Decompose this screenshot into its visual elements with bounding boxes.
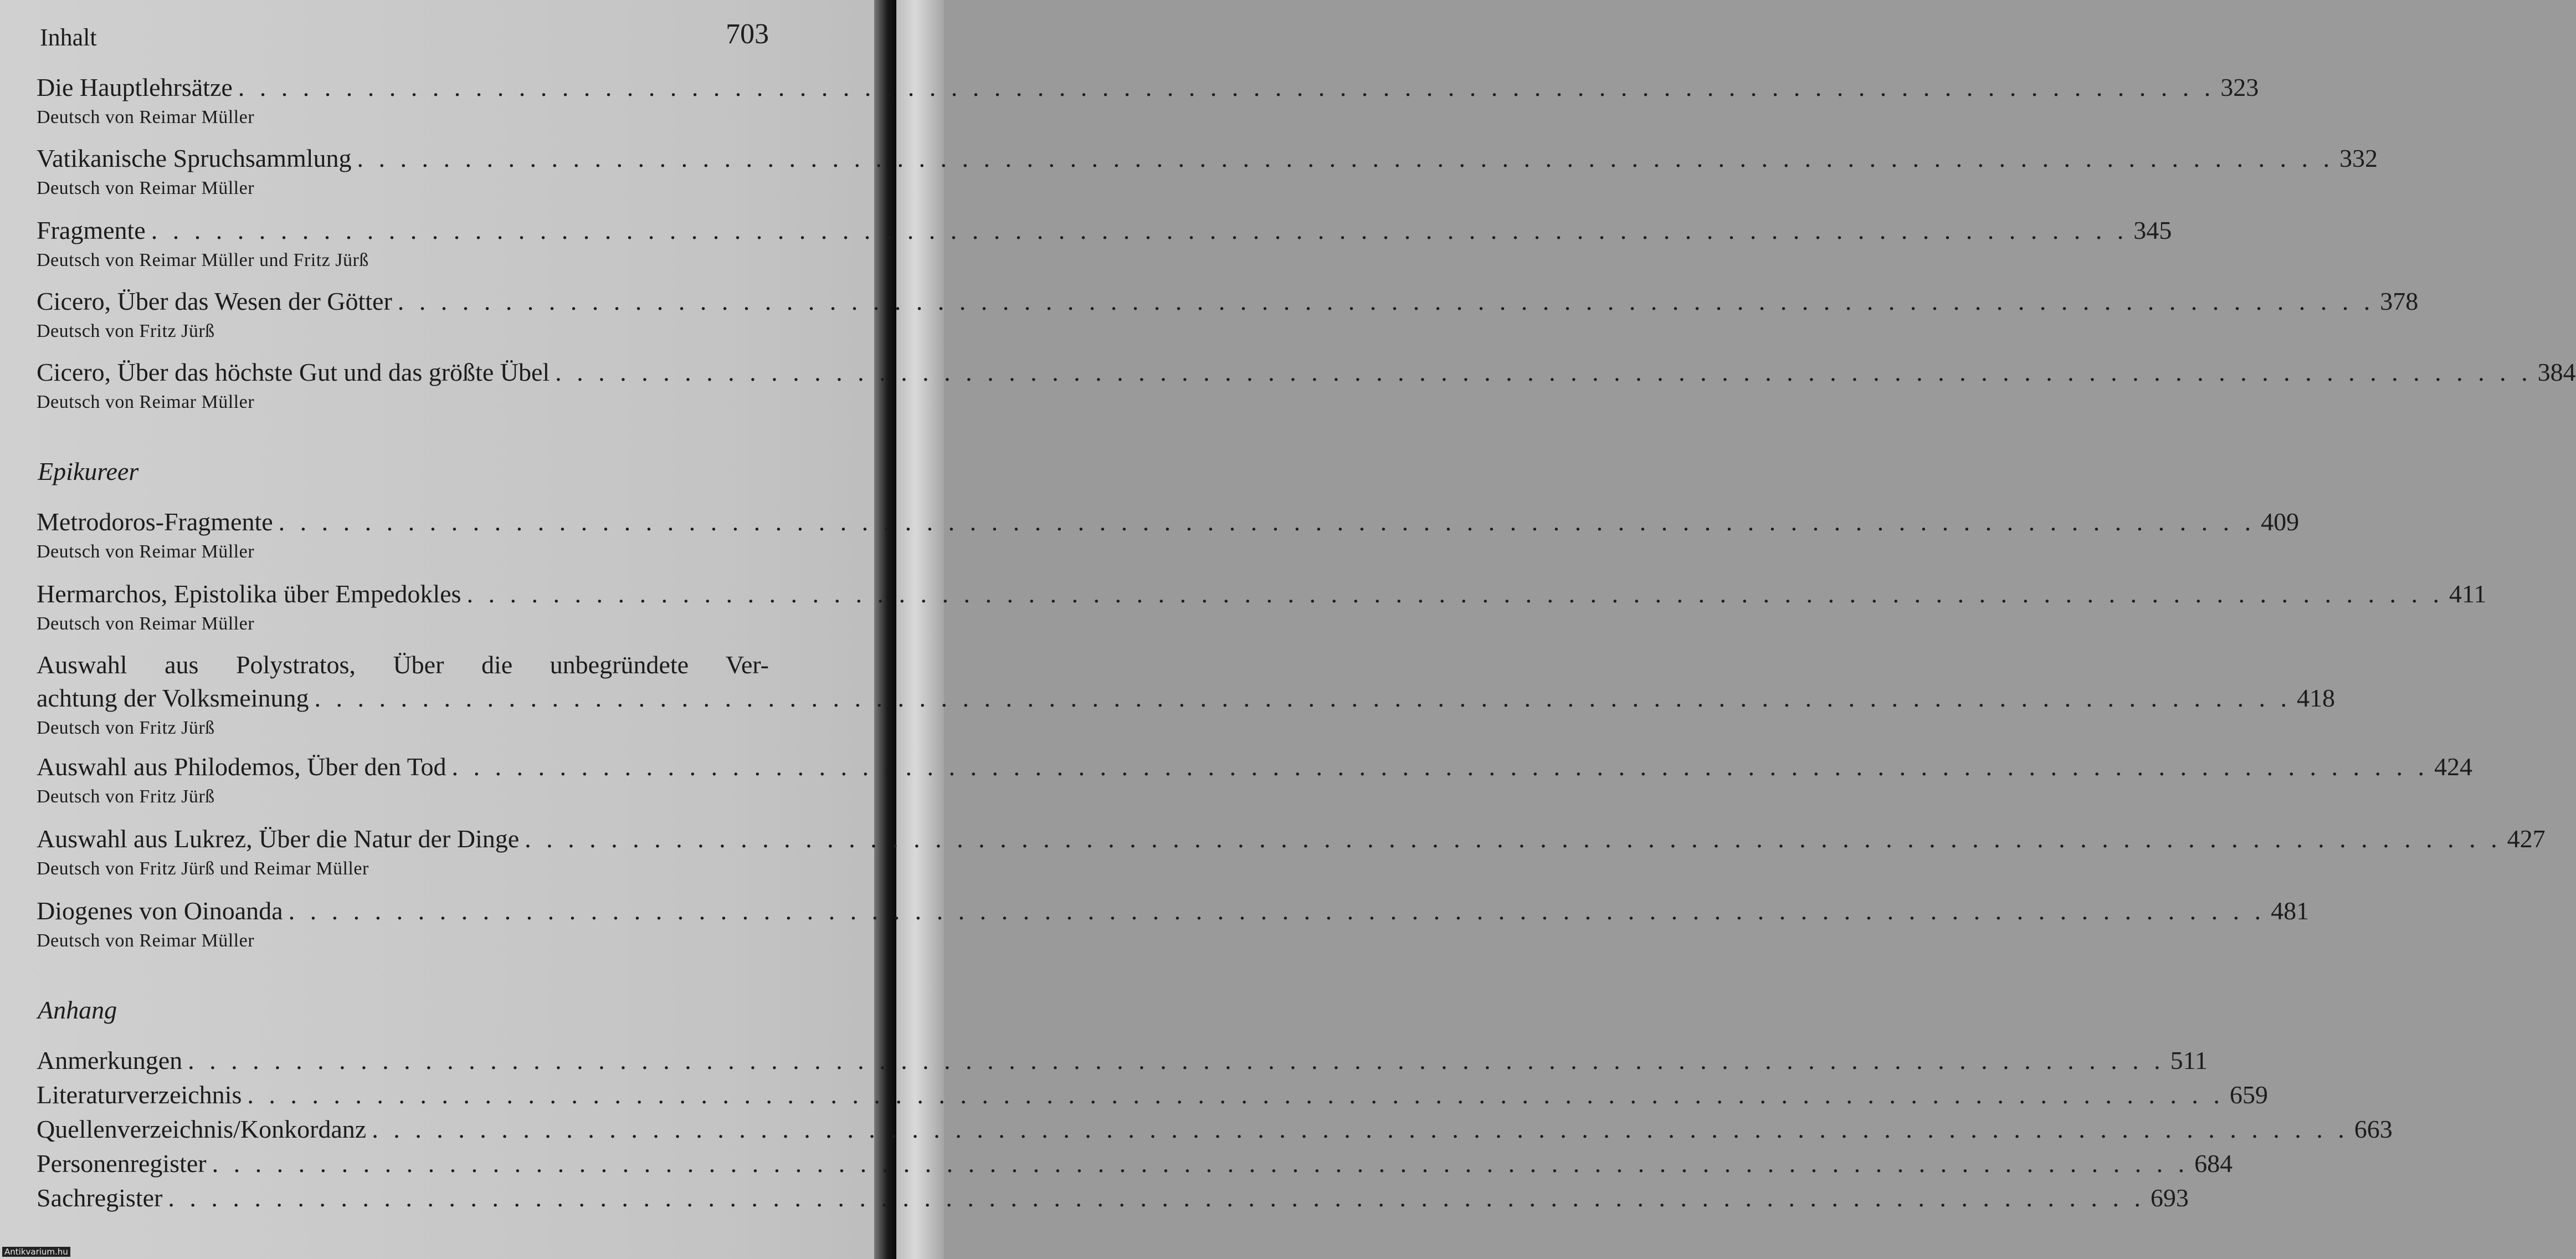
section-heading-anhang: Anhang [38, 996, 117, 1024]
entry-title: Auswahl aus Lukrez, Über die Natur der Dinge [37, 825, 520, 853]
entry-page: 345 [2133, 216, 2172, 244]
toc-entry [37, 505, 2300, 564]
entry-translator: Deutsch von Reimar Müller [37, 930, 255, 951]
entry-title-line1: Auswahl aus Polystratos, Über die unbegründete Ver- [37, 651, 769, 679]
page-number: 703 [726, 18, 769, 50]
entry-translator: Deutsch von Reimar Müller [37, 392, 255, 412]
toc-entry [37, 1078, 2268, 1112]
entry-page: 323 [2220, 73, 2259, 101]
toc-entry [37, 577, 2487, 636]
entry-title: Diogenes von Oinoanda [37, 897, 283, 925]
entry-title: Quellenverzeichnis/Konkordanz [37, 1115, 367, 1143]
entry-page: 384 [2537, 358, 2576, 386]
dot-leader: . . . . . . . . . . . . . . . . . . . . . . . . . . . . . . . . . . . . . . . . . . . . . . . . . . . . . . . . . . . . . . . . . . . . . . . . . . . . . . . . . . . . . . . . . . . . [212, 1149, 2189, 1178]
entry-translator: Deutsch von Reimar Müller [37, 613, 255, 634]
toc-entry [37, 894, 2310, 953]
watermark: Antikvarium.hu [2, 1247, 70, 1257]
dot-leader: . . . . . . . . . . . . . . . . . . . . . . . . . . . . . . . . . . . . . . . . . . . . . . . . . . . . . . . . . . . . . . . . . . . . . . . . . . . . . . . . . . . . . . . . . . . . [151, 216, 2128, 244]
toc-entry [37, 285, 2419, 344]
entry-page: 418 [2296, 684, 2335, 712]
entry-page: 409 [2261, 508, 2300, 536]
entry-page: 659 [2229, 1081, 2268, 1109]
entry-page: 481 [2271, 897, 2310, 925]
entry-page: 663 [2354, 1115, 2393, 1143]
toc-entry [37, 142, 2378, 201]
dot-leader: . . . . . . . . . . . . . . . . . . . . . . . . . . . . . . . . . . . . . . . . . . . . . . . . . . . . . . . . . . . . . . . . . . . . . . . . . . . . . . . . . . . . . . . . . . . . [314, 684, 2291, 712]
toc-entry [37, 1113, 2393, 1146]
dot-leader: . . . . . . . . . . . . . . . . . . . . . . . . . . . . . . . . . . . . . . . . . . . . . . . . . . . . . . . . . . . . . . . . . . . . . . . . . . . . . . . . . . . . . . . . . . . . [278, 508, 2256, 536]
running-head: Inhalt [40, 24, 97, 51]
dot-leader: . . . . . . . . . . . . . . . . . . . . . . . . . . . . . . . . . . . . . . . . . . . . . . . . . . . . . . . . . . . . . . . . . . . . . . . . . . . . . . . . . . . . . . . . . . . . [466, 580, 2444, 608]
entry-translator: Deutsch von Reimar Müller und Fritz Jürß [37, 250, 369, 270]
toc-entry [37, 356, 2576, 414]
entry-title: Cicero, Über das Wesen der Götter [37, 287, 392, 315]
entry-title: Fragmente [37, 216, 146, 244]
entry-page: 378 [2380, 287, 2419, 315]
entry-page: 424 [2434, 753, 2473, 781]
entry-page: 411 [2449, 580, 2487, 608]
dot-leader: . . . . . . . . . . . . . . . . . . . . . . . . . . . . . . . . . . . . . . . . . . . . . . . . . . . . . . . . . . . . . . . . . . . . . . . . . . . . . . . . . . . . . . . . . . . . [525, 825, 2502, 853]
entry-translator: Deutsch von Fritz Jürß [37, 321, 215, 341]
dot-leader: . . . . . . . . . . . . . . . . . . . . . . . . . . . . . . . . . . . . . . . . . . . . . . . . . . . . . . . . . . . . . . . . . . . . . . . . . . . . . . . . . . . . . . . . . . . . [238, 73, 2215, 101]
dot-leader: . . . . . . . . . . . . . . . . . . . . . . . . . . . . . . . . . . . . . . . . . . . . . . . . . . . . . . . . . . . . . . . . . . . . . . . . . . . . . . . . . . . . . . . . . . . . [451, 753, 2429, 781]
entry-translator: Deutsch von Fritz Jürß [37, 718, 215, 738]
entry-title: Cicero, Über das höchste Gut und das größte Übel [37, 358, 550, 386]
entry-translator: Deutsch von Reimar Müller [37, 178, 255, 198]
entry-page: 684 [2194, 1149, 2233, 1178]
entry-translator: Deutsch von Fritz Jürß [37, 786, 215, 807]
entry-translator: Deutsch von Fritz Jürß und Reimar Müller [37, 858, 369, 879]
entry-title: Hermarchos, Epistolika über Empedokles [37, 580, 461, 608]
dot-leader: . . . . . . . . . . . . . . . . . . . . . . . . . . . . . . . . . . . . . . . . . . . . . . . . . . . . . . . . . . . . . . . . . . . . . . . . . . . . . . . . . . . . . . . . . . . . [288, 897, 2266, 925]
toc-entry [37, 214, 2172, 273]
toc-entry [37, 1181, 2189, 1215]
entry-title: Metrodoros-Fragmente [37, 508, 273, 536]
entry-page: 427 [2507, 825, 2546, 853]
dot-leader: . . . . . . . . . . . . . . . . . . . . . . . . . . . . . . . . . . . . . . . . . . . . . . . . . . . . . . . . . . . . . . . . . . . . . . . . . . . . . . . . . . . . . . . . . . . . [397, 287, 2375, 315]
toc-entry [37, 750, 2473, 809]
toc-entry [37, 1044, 2208, 1077]
entry-title: achtung der Volksmeinung [37, 684, 309, 712]
dot-leader: . . . . . . . . . . . . . . . . . . . . . . . . . . . . . . . . . . . . . . . . . . . . . . . . . . . . . . . . . . . . . . . . . . . . . . . . . . . . . . . . . . . . . . . . . . . . [168, 1184, 2145, 1212]
dot-leader: . . . . . . . . . . . . . . . . . . . . . . . . . . . . . . . . . . . . . . . . . . . . . . . . . . . . . . . . . . . . . . . . . . . . . . . . . . . . . . . . . . . . . . . . . . . . [372, 1115, 2349, 1143]
entry-title: Vatikanische Spruchsammlung [37, 144, 352, 172]
toc-entry [37, 71, 2259, 130]
entry-page: 511 [2170, 1046, 2208, 1074]
dot-leader: . . . . . . . . . . . . . . . . . . . . . . . . . . . . . . . . . . . . . . . . . . . . . . . . . . . . . . . . . . . . . . . . . . . . . . . . . . . . . . . . . . . . . . . . . . . . [357, 144, 2334, 172]
entry-title: Sachregister [37, 1184, 163, 1212]
section-heading-epikureer: Epikureer [38, 457, 139, 485]
toc-entry [37, 1147, 2233, 1180]
entry-title: Personenregister [37, 1149, 207, 1178]
dot-leader: . . . . . . . . . . . . . . . . . . . . . . . . . . . . . . . . . . . . . . . . . . . . . . . . . . . . . . . . . . . . . . . . . . . . . . . . . . . . . . . . . . . . . . . . . . . . [555, 358, 2532, 386]
dot-leader: . . . . . . . . . . . . . . . . . . . . . . . . . . . . . . . . . . . . . . . . . . . . . . . . . . . . . . . . . . . . . . . . . . . . . . . . . . . . . . . . . . . . . . . . . . . . [188, 1046, 2165, 1074]
entry-translator: Deutsch von Reimar Müller [37, 107, 255, 127]
entry-title: Die Hauptlehrsätze [37, 73, 233, 101]
entry-title: Auswahl aus Philodemos, Über den Tod [37, 753, 447, 781]
toc-entry [37, 648, 2335, 740]
toc-entry [37, 822, 2546, 881]
entry-title: Literaturverzeichnis [37, 1081, 242, 1109]
entry-page: 332 [2339, 144, 2378, 172]
entry-page: 693 [2150, 1184, 2189, 1212]
entry-title: Anmerkungen [37, 1046, 183, 1074]
entry-translator: Deutsch von Reimar Müller [37, 541, 255, 562]
dot-leader: . . . . . . . . . . . . . . . . . . . . . . . . . . . . . . . . . . . . . . . . . . . . . . . . . . . . . . . . . . . . . . . . . . . . . . . . . . . . . . . . . . . . . . . . . . . . [247, 1081, 2224, 1109]
